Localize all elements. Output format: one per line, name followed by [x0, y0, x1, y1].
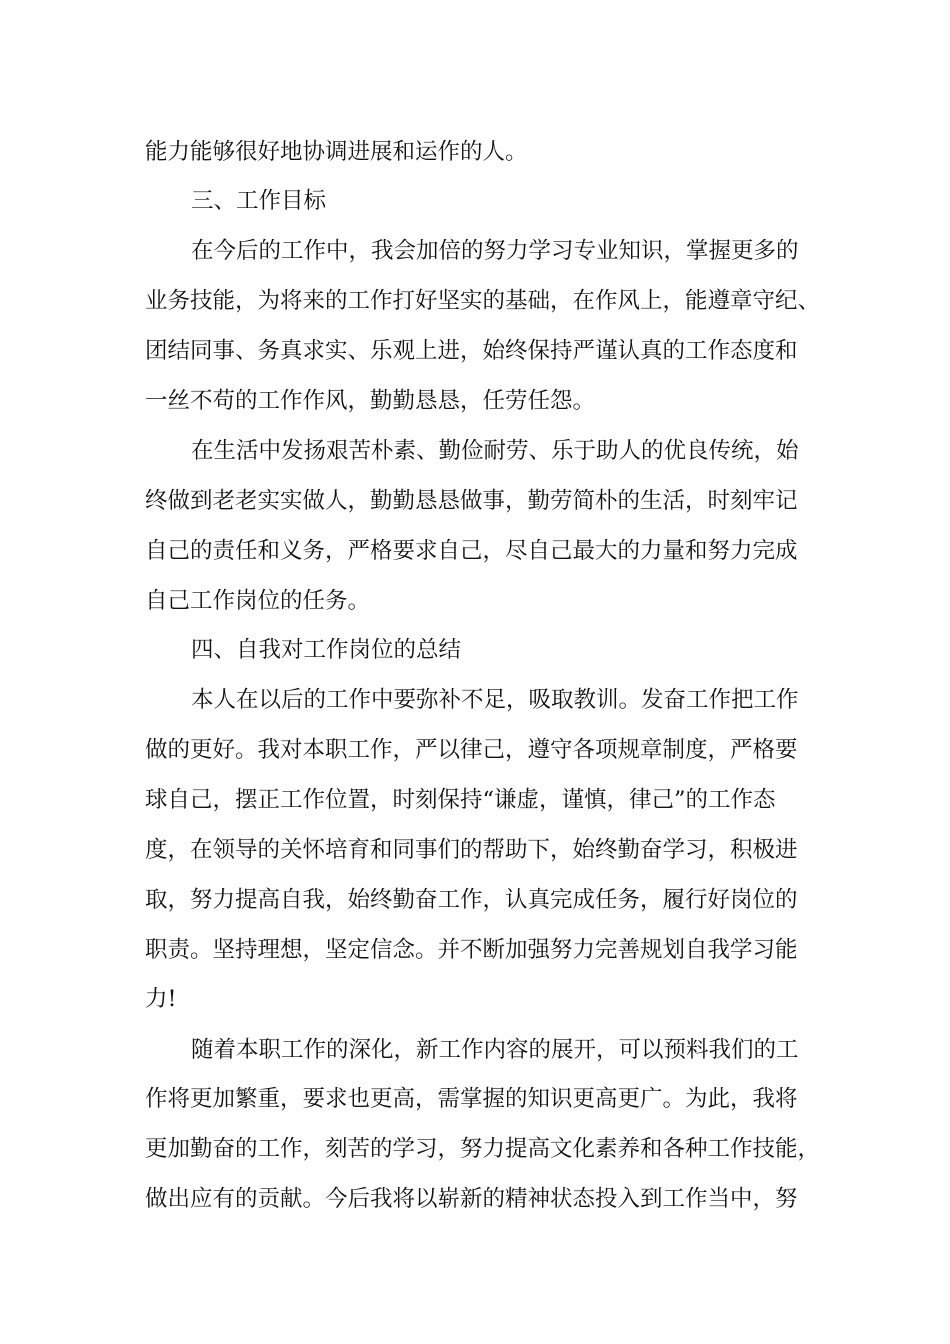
- text-line: 自己的责任和义务，严格要求自己，尽自己最大的力量和努力完成: [145, 538, 798, 564]
- text-line: 在生活中发扬艰苦朴素、勤俭耐劳、乐于助人的优良传统，始: [191, 438, 799, 464]
- text-line: 力!: [145, 986, 177, 1012]
- text-line: 做的更好。我对本职工作，严以律己，遵守各项规章制度，严格要: [145, 737, 798, 763]
- text-line: 团结同事、务真求实、乐观上进，始终保持严谨认真的工作态度和: [145, 338, 798, 364]
- text-line: 作将更加繁重，要求也更高，需掌握的知识更高更广。为此，我将: [145, 1086, 798, 1112]
- text-line: 职责。坚持理想，坚定信念。并不断加强努力完善规划自我学习能: [145, 937, 798, 963]
- section-heading: 四、自我对工作岗位的总结: [191, 637, 462, 663]
- text-line: 业务技能，为将来的工作打好坚实的基础，在作风上，能遵章守纪、: [145, 288, 821, 314]
- text-line: 随着本职工作的深化，新工作内容的展开，可以预料我们的工: [191, 1037, 799, 1063]
- text-line: 本人在以后的工作中要弥补不足，吸取教训。发奋工作把工作: [191, 687, 799, 713]
- text-line: 取，努力提高自我，始终勤奋工作，认真完成任务，履行好岗位的: [145, 887, 798, 913]
- text-line: 更加勤奋的工作，刻苦的学习，努力提高文化素养和各种工作技能，: [145, 1136, 821, 1162]
- text-line: 终做到老老实实做人，勤勤恳恳做事，勤劳简朴的生活，时刻牢记: [145, 488, 798, 514]
- text-line: 一丝不苟的工作作风，勤勤恳恳，任劳任怨。: [145, 388, 596, 414]
- text-line: 做出应有的贡献。今后我将以崭新的精神状态投入到工作当中，努: [145, 1186, 798, 1212]
- section-heading: 三、工作目标: [191, 188, 327, 214]
- text-line: 自己工作岗位的任务。: [145, 588, 371, 614]
- text-line: 在今后的工作中，我会加倍的努力学习专业知识，掌握更多的: [191, 238, 799, 264]
- text-line: 度，在领导的关怀培育和同事们的帮助下，始终勤奋学习，积极进: [145, 837, 798, 863]
- text-line: 能力能够很好地协调进展和运作的人。: [145, 139, 528, 165]
- text-line: 球自己，摆正工作位置，时刻保持“谦虚，谨慎，律己”的工作态: [145, 787, 776, 813]
